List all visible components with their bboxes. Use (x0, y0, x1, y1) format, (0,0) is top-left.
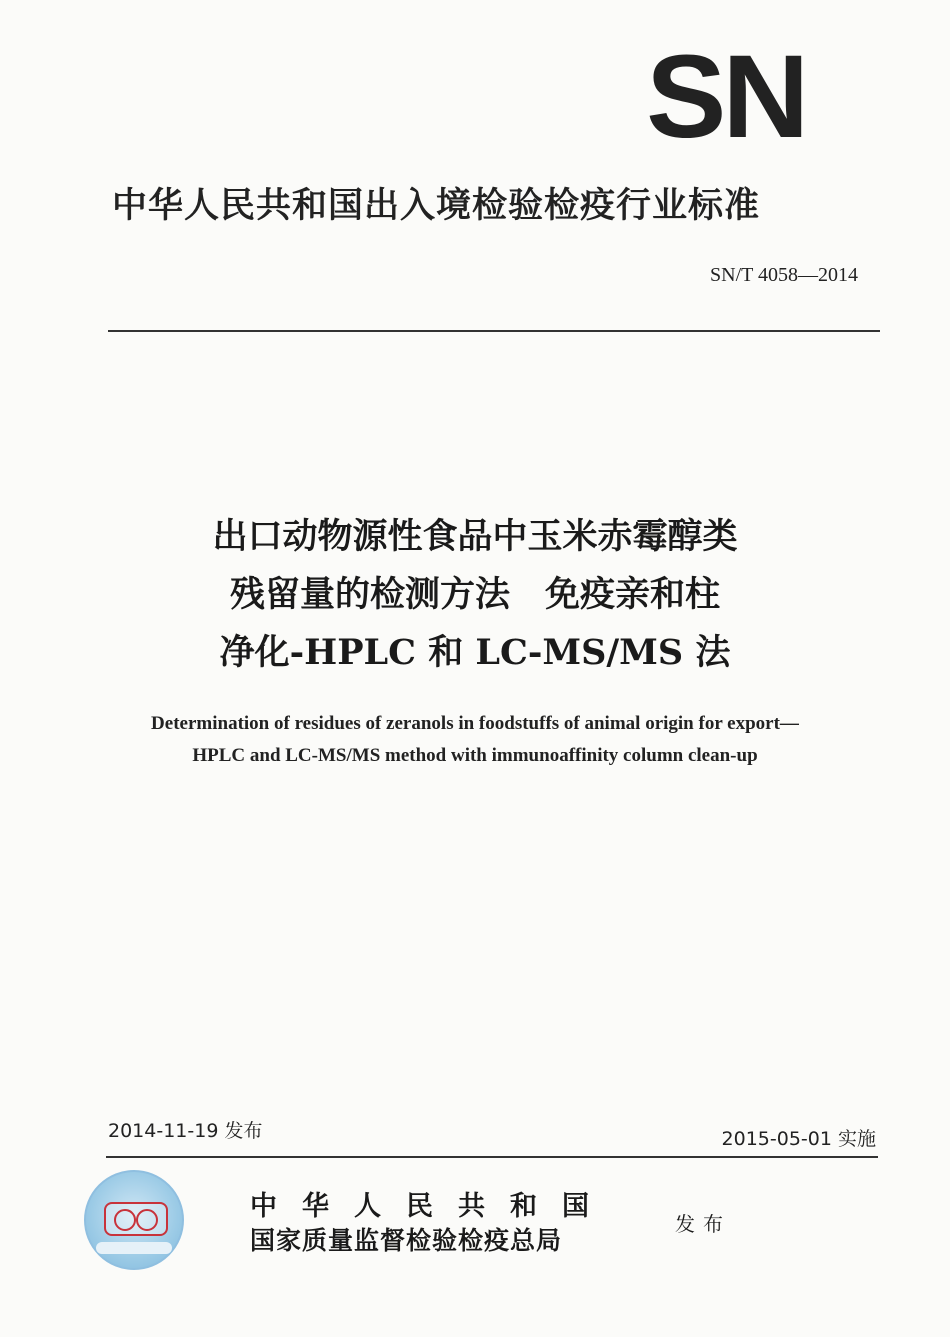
title-cn-line-3: 净化-HPLC 和 LC-MS/MS 法 (219, 632, 731, 673)
org-title: 中华人民共和国出入境检验检疫行业标准 (112, 186, 761, 226)
title-cn-line-2: 残留量的检测方法 免疫亲和柱 (229, 574, 720, 615)
anti-counterfeit-seal-icon (84, 1170, 184, 1270)
publisher-line-2: 国家质量监督检验检疫总局 (250, 1226, 563, 1255)
seal-band (96, 1242, 172, 1254)
seal-emblem-icon (104, 1202, 168, 1236)
standard-number: SN/T 4058—2014 (710, 264, 858, 286)
title-en-line-1: Determination of residues of zeranols in foodstuffs of animal origin for export— (151, 713, 799, 734)
title-en-line-2: HPLC and LC-MS/MS method with immunoaffinity column clean-up (192, 745, 758, 766)
implementation-date: 2015-05-01 实施 (721, 1128, 876, 1150)
title-cn-line-1: 出口动物源性食品中玉米赤霉醇类 (212, 516, 738, 557)
publisher (250, 1190, 660, 1258)
title-chinese (40, 508, 910, 682)
title-english (40, 708, 910, 772)
bottom-divider (106, 1156, 878, 1158)
publisher-line-1: 中华人民共和国 (250, 1191, 614, 1222)
top-divider (108, 330, 880, 332)
sn-logo: SN (646, 31, 806, 163)
issue-date: 2014-11-19 发布 (108, 1120, 263, 1142)
publish-label: 发布 (675, 1212, 731, 1236)
